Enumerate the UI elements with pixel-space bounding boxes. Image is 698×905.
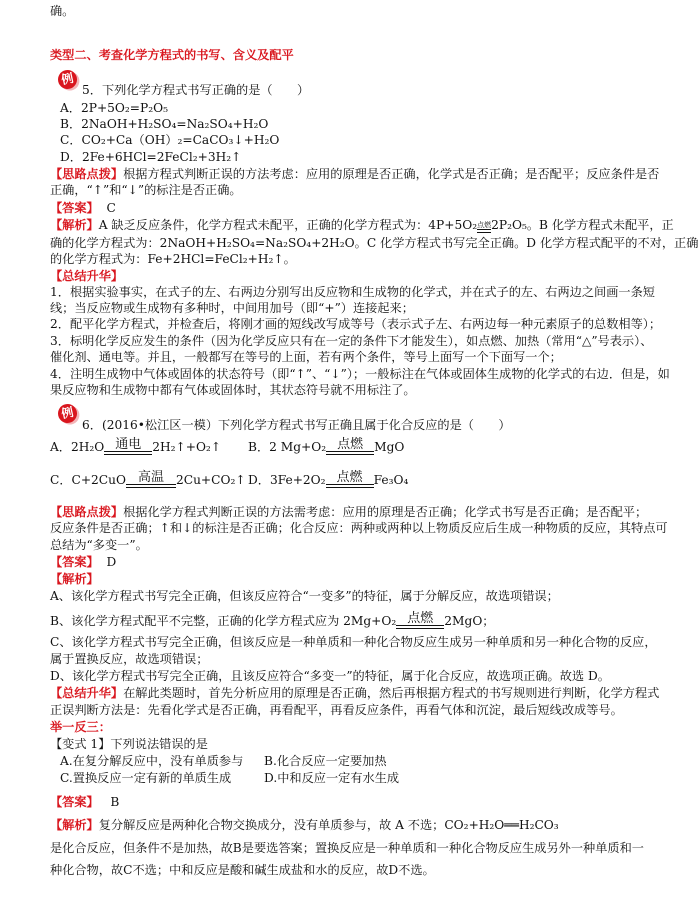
variant-question: 下列说法错误的是 — [110, 737, 208, 751]
condition-mark — [326, 438, 374, 455]
summary-3: 3．标明化学反应发生的条件（因为化学反应只有在一定的条件下才能发生），如点燃、加热（常用“△”号表示）、 — [50, 334, 653, 348]
variant-label: 【变式 1】 — [50, 737, 111, 751]
option-a-right: 2H₂↑+O₂↑ — [152, 440, 222, 454]
hint-label: 【思路点拨】 — [50, 167, 124, 181]
practice-title: 举一反三： — [50, 720, 111, 734]
q6-analysis-b — [50, 612, 616, 629]
hint-text: 根据化学方程式判断正误的方法需考虑：应用的原理是否正确；化学式书写是否正确；是否配平； — [123, 505, 648, 519]
condition-mark — [326, 471, 374, 488]
q5-analysis-2: 确的化学方程式为：2NaOH+H₂SO₄=Na₂SO₄+2H₂O。C 化学方程式书写完全正确。D 化学方程式配平的不对，正确 — [50, 236, 698, 250]
analysis-text: 复分解反应是两种化合物交换成分，没有单质参与，故 A 不选；CO₂+H₂O══H₂CO₃ — [98, 818, 559, 832]
answer-label: 【答案】 — [50, 555, 99, 569]
answer-value: C — [106, 201, 116, 215]
q5-option-a: A．2P+5O₂=P₂O₅ — [60, 101, 168, 115]
q6-hint-2: 反应条件是否正确；↑和↓的标注是否正确；化合反应：两种或两种以上物质反应后生成一种物质的反应，其特点可 — [50, 521, 668, 535]
summary-4: 4．注明生成物中气体或固体的状态符号（即“↑”、“↓”）；一般标注在气体或固体生成物的化学式的右边．但是，如 — [50, 367, 670, 381]
condition-text: 点燃 — [336, 470, 363, 485]
variant-stem — [50, 737, 616, 752]
condition-text: 通电 — [115, 437, 142, 452]
q6-summary — [50, 686, 660, 701]
answer-value: D — [106, 555, 117, 569]
summary-2: 2．配平化学方程式，并检查后，将刚才画的短线改写成等号（表示式子左、右两边每一种元素原子的总数相等）； — [50, 317, 662, 331]
option-b-right: MgO — [374, 440, 405, 454]
summary-label: 【总结升华】 — [50, 686, 124, 700]
option-d-left: D．3Fe+2O₂ — [248, 473, 326, 487]
summary-3b: 催化剂、通电等。并且，一般都写在等号的上面，若有两个条件，等号上面写一个下面写一个； — [50, 350, 562, 364]
summary-1: 1．根据实验事实，在式子的左、右两边分别写出反应物和生成物的化学式，并在式子的左、右两边之间画一条短 — [50, 285, 655, 299]
q6-analysis-c: C、该化学方程式书写完全正确，但该反应是一种单质和一种化合物反应生成另一种单质和另一种化合物的反应， — [50, 635, 657, 649]
q6-hint-3: 总结为“多变一”。 — [50, 538, 148, 552]
q6-analysis-a: A、该化学方程式书写完全正确，但该反应符合“一变多”的特征，属于分解反应，故选项错误； — [50, 589, 559, 603]
hint-text: 根据方程式判断正误的方法考虑：应用的原理是否正确，化学式是否正确；是否配平；反应条件是否 — [123, 167, 660, 181]
condition-text: 点燃 — [407, 611, 434, 626]
q6-hint — [50, 505, 648, 520]
example-badge-icon: 例 — [56, 402, 79, 425]
condition-text: 点燃 — [337, 437, 364, 452]
q6-option-b — [248, 438, 616, 455]
q6-option-d — [248, 471, 616, 488]
q5-hint-2: 正确，“↑”和“↓”的标注是否正确。 — [50, 183, 242, 197]
practice-analysis-2: 是化合反应，但条件不是加热，故B是要选答案；置换反应是一种单质和一种化合物反应生成另外一种单质和一 — [50, 841, 644, 855]
q5-option-b: B．2NaOH+H₂SO₄=Na₂SO₄+H₂O — [60, 117, 269, 131]
practice-option-d: D.中和反应一定有水生成 — [264, 771, 400, 785]
section-title: 类型二、考查化学方程式的书写、含义及配平 — [50, 48, 294, 62]
answer-label: 【答案】 — [50, 201, 99, 215]
option-b-left: B．2 Mg+O₂ — [248, 440, 327, 454]
analysis-b-text: B、该化学方程式配平不完整，正确的化学方程式应为 2Mg+O₂ — [50, 614, 397, 628]
condition-mark — [126, 471, 176, 488]
hint-label: 【思路点拨】 — [50, 505, 124, 519]
practice-analysis-3: 种化合物，故C不选；中和反应是酸和碱生成盐和水的反应，故D不选。 — [50, 863, 435, 877]
q6-answer — [50, 555, 616, 570]
condition-mark — [396, 612, 444, 629]
condition-text: 点燃 — [477, 221, 492, 229]
q5-analysis-3: 的化学方程式为：Fe+2HCl=FeCl₂+H₂↑。 — [50, 252, 296, 266]
q5-option-c: C．CO₂+Ca（OH）₂=CaCO₃↓+H₂O — [60, 133, 280, 147]
option-a-left: A．2H₂O — [50, 440, 105, 454]
q6-stem: 6．(2016•松江区一模）下列化学方程式书写正确且属于化合反应的是（ ） — [82, 418, 511, 432]
condition-text: 高温 — [137, 470, 164, 485]
q6-analysis-label: 【解析】 — [50, 572, 99, 586]
answer-value: B — [110, 795, 120, 809]
analysis-label: 【解析】 — [50, 818, 99, 832]
practice-answer — [50, 795, 616, 810]
answer-label: 【答案】 — [50, 795, 99, 809]
condition-mark — [104, 438, 152, 455]
summary-text: 在解此类题时，首先分析应用的原理是否正确，然后再根据方程式的书写规则进行判断，化学方程式 — [123, 686, 660, 700]
q5-answer — [50, 201, 616, 216]
q5-hint — [50, 167, 660, 182]
q5-stem: 5．下列化学方程式书写正确的是（ ） — [82, 83, 310, 97]
condition-mark — [477, 222, 491, 233]
practice-option-b: B.化合反应一定要加热 — [264, 754, 387, 768]
q5-option-d: D．2Fe+6HCl=2FeCl₂+3H₂↑ — [60, 150, 242, 164]
analysis-text-b: 2P₂O₅。B 化学方程式未配平，正 — [491, 218, 674, 232]
practice-analysis-1 — [50, 818, 616, 833]
q6-summary-2: 正误判断方法是：先看化学式是否正确，再看配平，再看反应条件，再看气体和沉淀，最后短线改成等号。 — [50, 703, 623, 717]
option-c-right: 2Cu+CO₂↑ — [175, 473, 246, 487]
summary-4b: 果反应物和生成物中都有气体或固体时，其状态符号就不用标注了。 — [50, 383, 416, 397]
analysis-label: 【解析】 — [50, 218, 99, 232]
practice-option-c: C.置换反应一定有新的单质生成 — [60, 771, 232, 785]
top-line: 确。 — [50, 4, 75, 18]
practice-option-a: A.在复分解反应中，没有单质参与 — [60, 754, 244, 768]
summary-1b: 线；当反应物或生成物有多种时，中间用加号（即“+”）连接起来； — [50, 301, 414, 315]
option-c-left: C．C+2CuO — [50, 473, 126, 487]
q5-summary-label: 【总结升华】 — [50, 269, 124, 283]
analysis-b-text-2: 2MgO； — [444, 614, 495, 628]
analysis-text: A 缺乏反应条件，化学方程式未配平，正确的化学方程式为：4P+5O₂ — [98, 218, 478, 232]
q5-analysis-1 — [50, 218, 674, 233]
option-d-right: Fe₃O₄ — [373, 473, 409, 487]
example-badge-icon: 例 — [56, 68, 79, 91]
q6-analysis-c2: 属于置换反应，故选项错误； — [50, 652, 209, 666]
q6-analysis-d: D、该化学方程式书写完全正确，且该反应符合“多变一”的特征，属于化合反应，故选项正确。故选 D。 — [50, 669, 610, 683]
